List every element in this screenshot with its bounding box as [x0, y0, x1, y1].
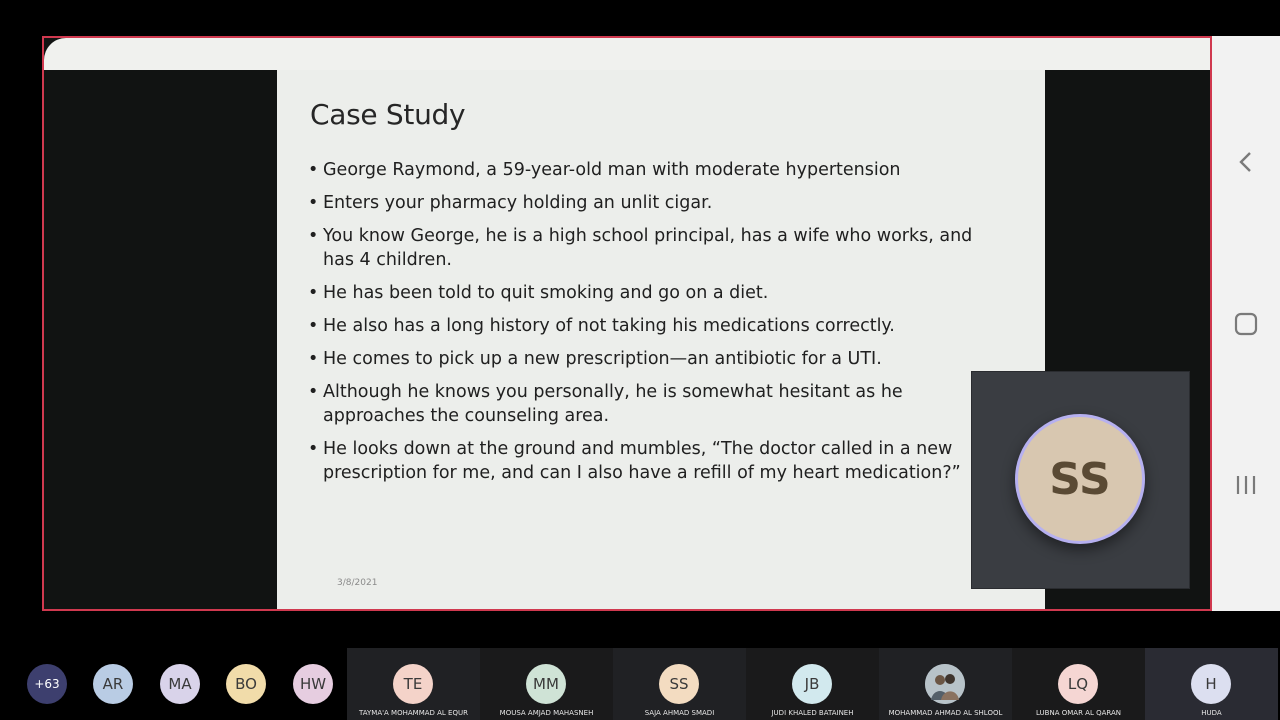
slide-bullet: [308, 437, 1028, 485]
participant-avatar: AR: [93, 664, 133, 704]
slide-bullet: [308, 224, 1028, 272]
participant-name: MOHAMMAD AHMAD AL SHLOOL: [888, 709, 1003, 717]
participant-avatar-button[interactable]: [283, 648, 343, 720]
participant-name: JUDI KHALED BATAINEH: [771, 709, 854, 717]
participant-tile[interactable]: [746, 648, 879, 720]
more-participants-button[interactable]: [0, 648, 93, 720]
slide-bullet: [308, 314, 1028, 338]
participant-name: HUDA: [1201, 709, 1222, 717]
home-square-icon: [1234, 312, 1258, 336]
participant-strip: [0, 648, 1280, 720]
slide-date: 3/8/2021: [337, 578, 378, 588]
bullet-dot-icon: •: [308, 226, 319, 246]
participant-tile[interactable]: [1012, 648, 1145, 720]
participant-avatar-button[interactable]: [150, 648, 210, 720]
participant-tile[interactable]: [347, 648, 480, 720]
participant-avatar: MA: [160, 664, 200, 704]
bullet-dot-icon: •: [308, 283, 319, 303]
bullet-dot-icon: •: [308, 160, 319, 180]
participant-avatar: MM: [526, 664, 566, 704]
slide-bullet: [308, 158, 1028, 182]
participant-avatar: BO: [226, 664, 266, 704]
participant-tile[interactable]: [879, 648, 1012, 720]
participant-avatar: JB: [792, 664, 832, 704]
participant-photo-avatar: [925, 664, 965, 704]
slide-bullet-line: approaches the counseling area.: [323, 406, 610, 426]
slide-bullet-line: prescription for me, and can I also have a refill of my heart medication?”: [323, 463, 961, 483]
chevron-left-icon: [1238, 151, 1254, 173]
participant-avatar: TE: [393, 664, 433, 704]
slide-bullet-line: He looks down at the ground and mumbles, “The doctor called in a new: [323, 439, 953, 459]
bullet-dot-icon: •: [308, 439, 319, 459]
bullet-dot-icon: •: [308, 193, 319, 213]
slide-bullet: [308, 191, 1028, 215]
slide-bullet-line: He has been told to quit smoking and go on a diet.: [323, 283, 769, 303]
slide-bullet-line: has 4 children.: [323, 250, 452, 270]
bullet-dot-icon: •: [308, 382, 319, 402]
participant-name: LUBNA OMAR AL QARAN: [1036, 709, 1121, 717]
android-nav-bar: [1212, 36, 1280, 611]
home-nav-button[interactable]: [1232, 310, 1260, 338]
person-photo-icon: [925, 664, 965, 704]
recents-nav-button[interactable]: [1232, 471, 1260, 499]
participant-name: TAYMA'A MOHAMMAD AL EQUR: [359, 709, 468, 717]
slide-bullet-line: He comes to pick up a new prescription—an antibiotic for a UTI.: [323, 349, 882, 369]
slide-bullet: [308, 380, 1028, 428]
slide-title: Case Study: [310, 98, 466, 131]
participant-tile[interactable]: [480, 648, 613, 720]
participant-avatar: HW: [293, 664, 333, 704]
participant-avatar-button[interactable]: [216, 648, 276, 720]
participant-avatar-button[interactable]: [83, 648, 143, 720]
self-view-tile[interactable]: [971, 371, 1190, 589]
participant-name: SAJA AHMAD SMADI: [644, 709, 715, 717]
slide-bullet-line: George Raymond, a 59-year-old man with moderate hypertension: [323, 160, 901, 180]
slide-bullet: [308, 281, 1028, 305]
self-avatar: SS: [1015, 414, 1145, 544]
participant-name: MOUSA AMJAD MAHASNEH: [499, 709, 594, 717]
more-participants-badge: +63: [27, 664, 67, 704]
slide-bullet-line: Enters your pharmacy holding an unlit cigar.: [323, 193, 713, 213]
slide-bullet-list: [308, 158, 1028, 494]
participant-avatar: SS: [659, 664, 699, 704]
shared-screen-topbar: [44, 38, 1210, 70]
bullet-dot-icon: •: [308, 316, 319, 336]
slide-bullet-line: Although he knows you personally, he is somewhat hesitant as he: [323, 382, 903, 402]
participant-avatar: H: [1191, 664, 1231, 704]
slide-bullet-line: He also has a long history of not taking his medications correctly.: [323, 316, 895, 336]
bullet-dot-icon: •: [308, 349, 319, 369]
recents-icon: [1234, 473, 1258, 497]
participant-tile[interactable]: [1145, 648, 1278, 720]
participant-avatar: LQ: [1058, 664, 1098, 704]
back-nav-button[interactable]: [1232, 148, 1260, 176]
slide-bullet-line: You know George, he is a high school principal, has a wife who works, and: [323, 226, 973, 246]
participant-tile[interactable]: [613, 648, 746, 720]
presentation-slide: [277, 70, 1045, 611]
slide-bullet: [308, 347, 1028, 371]
